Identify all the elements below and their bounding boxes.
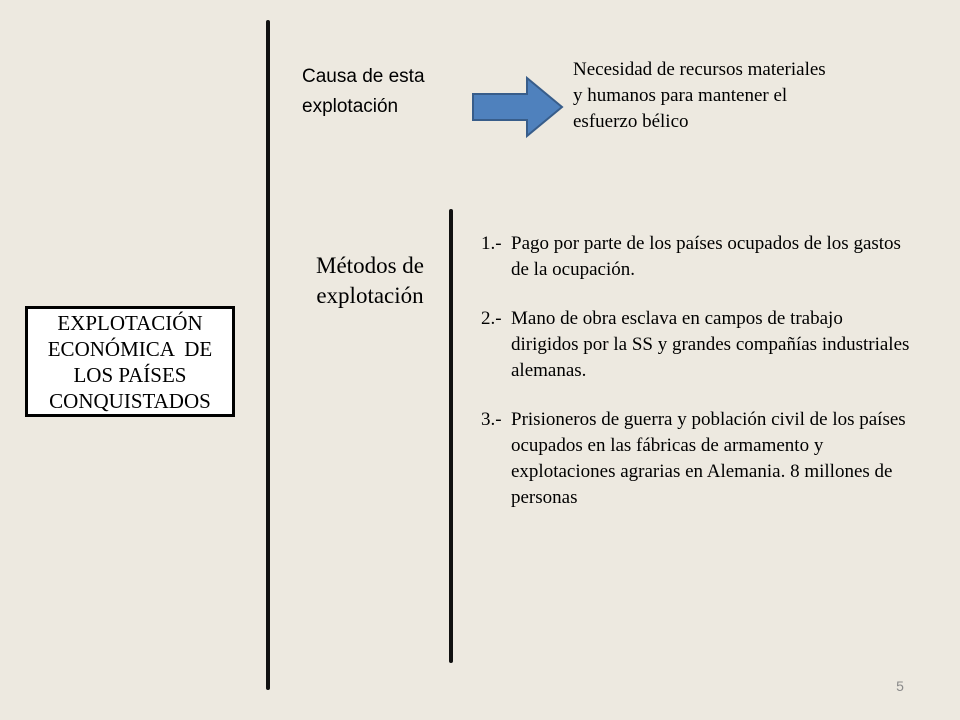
arrow-shape (473, 78, 562, 136)
methods-label-line-1: Métodos de (316, 253, 424, 278)
method-item-number: 1.- (481, 233, 502, 254)
method-item-text: Prisioneros de guerra y población civil de los países ocupados en las fábricas de armamento y explotaciones agrarias en Alemania. 8 millones de personas (511, 409, 906, 508)
methods-divider-line (449, 209, 453, 663)
method-item-3 (481, 407, 911, 511)
cause-label (302, 62, 462, 122)
main-topic-line-3: LOS PAÍSES (73, 362, 187, 387)
method-item-text: Mano de obra esclava en campos de trabajo dirigidos por la SS y grandes compañías industriales alemanas. (511, 308, 910, 381)
main-topic-line-2: ECONÓMICA DE (47, 336, 213, 361)
cause-result-line-3: esfuerzo bélico (573, 111, 689, 132)
right-arrow-icon (470, 75, 566, 139)
main-topic-line-1: EXPLOTACIÓN (57, 310, 203, 335)
main-topic-box (25, 306, 235, 417)
cause-result-line-2: y humanos para mantener el (573, 85, 788, 106)
cause-label-line-1: Causa de esta (302, 66, 425, 87)
slide-number: 5 (896, 678, 904, 694)
methods-label (300, 251, 440, 311)
method-item-1 (481, 231, 911, 283)
cause-label-line-2: explotación (302, 96, 399, 117)
main-topic-line-4: CONQUISTADOS (49, 388, 211, 413)
method-item-number: 2.- (481, 308, 502, 329)
methods-label-line-2: explotación (316, 283, 424, 308)
methods-list (481, 231, 911, 534)
cause-result-line-1: Necesidad de recursos materiales (573, 59, 826, 80)
method-item-2 (481, 306, 911, 384)
main-divider-line (266, 20, 270, 690)
method-item-text: Pago por parte de los países ocupados de los gastos de la ocupación. (511, 233, 901, 280)
cause-result-text (573, 57, 903, 135)
method-item-number: 3.- (481, 409, 502, 430)
